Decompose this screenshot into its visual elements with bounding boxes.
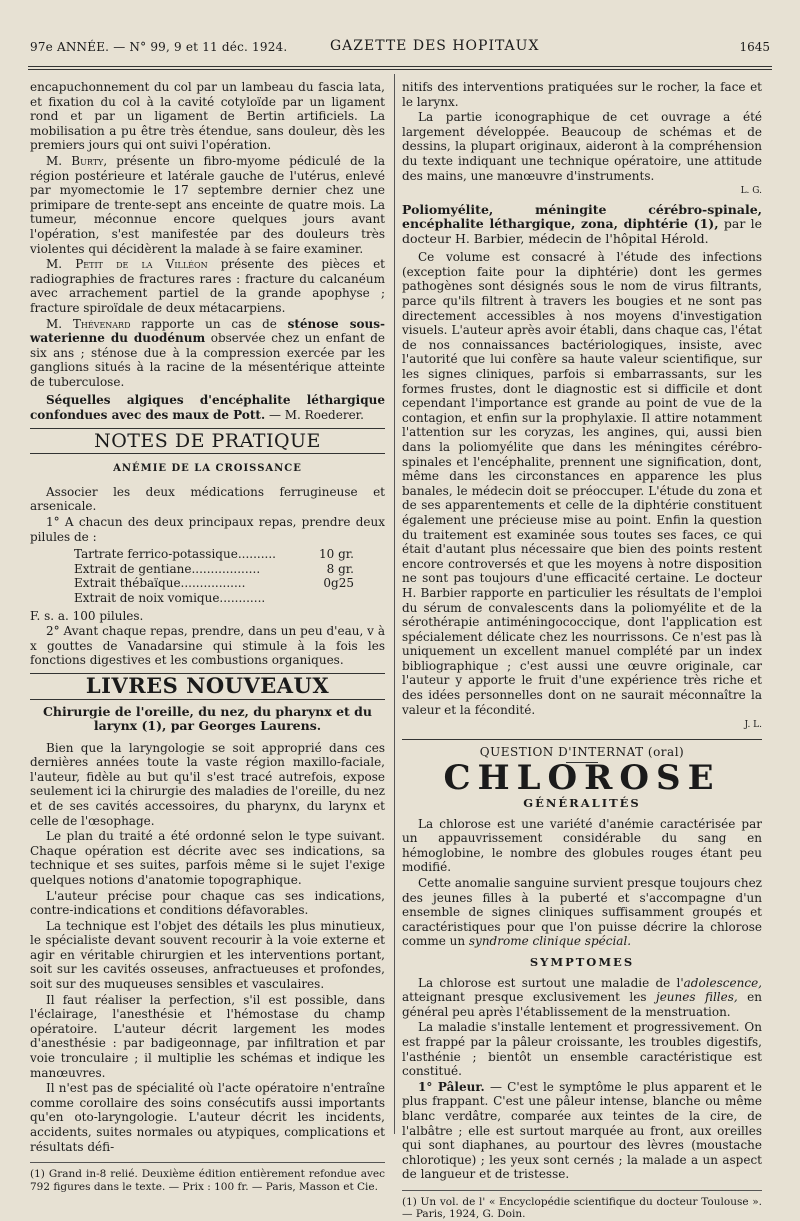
prescription-item [74, 547, 354, 562]
paragraph [30, 154, 385, 256]
journal-title: GAZETTE DES HOPITAUX [330, 38, 540, 54]
symptomes-heading: SYMPTOMES [529, 954, 635, 969]
italic-term: adolescence, [683, 975, 762, 990]
paragraph: 2° Avant chaque repas, prendre, dans un peu d'eau, v à x gouttes de Vanadarsine qui stimule à la fois les fonctions digestives et les combustions organiques. [30, 624, 385, 668]
paragraph: La partie iconographique de cet ouvrage a été largement développée. Beaucoup de schémas et de dessins, la plupart originaux, aideront à la compréhension du texte indiquant une technique opératoire, une attitude des mains, une manœuvre d'instruments. [402, 110, 762, 183]
paragraph [30, 393, 385, 422]
speaker-name: M. Petit de la Villéon [46, 257, 208, 272]
symptom-heading: 1° Pâleur. [418, 1079, 485, 1094]
drug-name: Extrait de gentiane.................. [74, 561, 261, 576]
drug-dose: 10 gr. [319, 547, 354, 562]
paragraph: encapuchonnement du col par un lambeau du fascia lata, et fixation du col à la cavité cotyloïde par un ligament rond et par un ligament de Bertin artificiels. La mobilisation a pu être très étendue, sans douleur, dès les premiers jours qui ont suivi l'opération. [30, 80, 385, 153]
paragraph: Il faut réaliser la perfection, s'il est possible, dans l'éclairage, l'anesthésie et l'hémostase du champ opératoire. L'auteur décrit largement les modes d'anesthésie : par badigeonnage, par infiltration et par voie tronculaire ; il multiplie les schémas et indique les manœuvres. [30, 992, 385, 1080]
book-heading [402, 203, 762, 247]
paragraph-text: présente des pièces et radiographies de fractures rares : fracture du calcanéum avec arrachement partiel de la grande apophyse ; fracture spiroïdale de deux métacarpiens. [30, 257, 385, 315]
paragraph-text: La chlorose est surtout une maladie de l' [418, 975, 684, 990]
paragraph: L'auteur précise pour chaque cas ses indications, contre-indications et conditions défavorables. [30, 888, 385, 918]
paragraph [402, 1080, 762, 1182]
paragraph: nitifs des interventions pratiquées sur le rocher, la face et le larynx. [402, 80, 762, 109]
drug-name: Extrait de noix vomique............ [74, 591, 266, 605]
paragraph-text: présente un fibro-myome pédiculé de la région postérieure et latérale gauche de l'utérus, enlevé par myomectomie le 17 septembre dernier chez une primipare de trente-sept ans enceinte de quatre mois. La tumeur, méconnue encore quelques jours avant l'opération, s'est manifestée par des douleurs très violentes qui décidèrent la malade à se faire examiner. [30, 153, 385, 256]
footnote: (1) Un vol. de l' « Encyclopédie scientifique du docteur Toulouse ». — Paris, 1924, G. Doin. [402, 1190, 762, 1221]
paragraph-text: — C'est le symptôme le plus apparent et le plus frappant. C'est une pâleur intense, blanche ou même blanc verdâtre, comparée aux teintes de la cire, de l'albâtre ; elle est surtout marquée au front, aux oreilles qui sont diaphanes, au pourtour des lèvres (moustache chlorotique) ; les yeux sont cernés ; la malade a un aspect de langueur et de tristesse. [402, 1079, 762, 1182]
drug-name: Extrait thébaïque................. [74, 576, 246, 591]
bold-term: sténose sous-waterienne du duodénum [30, 316, 386, 346]
book-title: Poliomyélite, méningite cérébro-spinale, encéphalite léthargique, zona, diphtérie (1), [402, 201, 762, 232]
italic-term: syndrome clinique spécial. [468, 934, 632, 949]
page-number: 1645 [739, 40, 770, 54]
paragraph: Ce volume est consacré à l'étude des infections (exception faite pour la diphtérie) dont les germes pathogènes sont désignés sous le nom de virus filtrants, parce qu'ils filtrent à travers les bougies et ne sont pas directement accessibles à nos moyens d'investigation visuels. L'auteur après avoir établi, dans chaque cas, l'état de nos connaissances bactériologiques, insiste, avec l'autorité que lui confère sa haute valeur scientifique, sur les signes cliniques, parfois si embarrassants, sur les formes frustes, dont le diagnostic est si difficile et dont cependant l'importance est grande au point de vue de la contagion, et enfin sur la prophylaxie. Il attire notamment l'attention sur les coryzas, les angines, qui, aussi bien dans la poliomyélite que dans les méningites cérébro-spinales et l'encéphalite, prennent une signification, dont, même dans les circonstances en apparence les plus banales, le médecin doit se préoccuper. L'étude du zona et de ses apparentements et celle de la diphtérie constituent également une précieuse mise au point. Enfin la question du traitement est examinée sous toutes ses faces, ce qui était d'autant plus nécessaire que bien des points restent encore controversés et que les moyens à notre disposition ne sont pas toujours d'une efficacité certaine. Le docteur H. Barbier rapporte en particulier les résultats de l'emploi du sérum de convalescents dans la poliomyélite et de la sérothérapie antiméningococcique, dont l'application est spécialement délicate chez les nourrissons. Ce n'est pas là uniquement un excellent manuel complété par un index bibliographique ; c'est aussi une œuvre originale, car l'auteur y apporte le fruit d'une expérience très riche et des idées personnelles dont on ne saurait méconnaître la valeur et la fécondité. [402, 250, 762, 717]
generalites-heading: GÉNÉRALITÉS [523, 796, 641, 811]
speaker-name: M. Burty, [46, 153, 108, 168]
prescription-item [74, 591, 354, 606]
paragraph [30, 317, 385, 390]
question-heading [402, 739, 762, 760]
paragraph: Bien que la laryngologie se soit approprié dans ces dernières années toute la vaste région maxillo-faciale, l'auteur, fidèle au but qu'il s'est tracé autrefois, expose seulement ici la chirurgie des maladies de l'oreille, du nez et de ses cavités accessoires, du pharynx, du larynx et celle de l'œsophage. [30, 740, 386, 828]
paragraph-text: rapporte un cas de [130, 316, 288, 331]
paragraph: 1° A chacun des deux principaux repas, prendre deux pilules de : [30, 515, 385, 544]
speaker-name: M. Thévenard [46, 316, 131, 331]
signature: L. G. [740, 186, 762, 197]
drug-name: Tartrate ferrico-potassique.......... [74, 547, 276, 562]
right-column [402, 80, 762, 1221]
drug-dose: 0g25 [323, 576, 354, 591]
notes-section-header [30, 428, 385, 455]
paragraph: La maladie s'installe lentement et progressivement. On est frappé par la pâleur croissante, les troubles digestifs, l'asthénie ; bientôt un ensemble caractéristique est constitué. [402, 1020, 762, 1079]
books-section-header [30, 673, 385, 700]
bold-title: Séquelles algiques d'encéphalite léthargique confondues avec des maux de Pott. [30, 393, 385, 423]
section-title: NOTES DE PRATIQUE [94, 429, 321, 452]
paragraph-text: atteignant presque exclusivement les [402, 990, 656, 1005]
paragraph-text: en général peu après l'établissement de la menstruation. [402, 990, 763, 1019]
question-label: QUESTION D'INTERNAT (oral) [479, 744, 685, 759]
page-header [30, 40, 770, 60]
paragraph [30, 257, 385, 315]
paragraph: La technique est l'objet des détails les plus minutieux, le spécialiste devant souvent recourir à la voie externe et agir en véritable chirurgien et les interventions portant, soit sur les cavités osseuses, anfractueuses et profondes, soit sur des muqueuses sensibles et vasculaires. [30, 918, 385, 992]
paragraph: Associer les deux médications ferrugineuse et arsenicale. [30, 484, 385, 514]
italic-term: jeunes filles, [655, 990, 738, 1005]
left-column [30, 80, 385, 1193]
paragraph: Il n'est pas de spécialité où l'acte opératoire n'entraîne comme corollaire des soins consécutifs aussi importants qu'en oto-laryngologie. L'auteur décrit les incidents, accidents, suites normales ou atypiques, complications et résultats défi- [30, 1081, 385, 1154]
book-title: Chirurgie de l'oreille, du nez, du pharynx et du larynx (1), par Georges Laurens. [42, 703, 373, 733]
prescription-list [74, 547, 385, 605]
prescription-item [74, 576, 354, 591]
section-title: LIVRES NOUVEAUX [85, 672, 330, 698]
prescription-item [74, 562, 354, 577]
chlorose-title: CHLOROSE [443, 758, 721, 799]
header-rule-second [28, 69, 772, 70]
header-rule [28, 66, 772, 67]
issue-info: 97e ANNÉE. — N° 99, 9 et 11 déc. 1924. [30, 40, 288, 54]
book-author: par le docteur H. Barbier, médecin de l'hôpital Hérold. [402, 216, 763, 246]
paragraph-text: Cette anomalie sanguine survient presque toujours chez des jeunes filles à la puberté et s'accompagne d'un ensemble de signes cliniques suffisamment groupés et caractéristiques pour que l'on puisse décrire la chlorose comme un [402, 876, 762, 949]
drug-dose: 8 gr. [326, 561, 354, 576]
signature: J. L. [744, 720, 762, 731]
footnote: (1) Grand in-8 relié. Deuxième édition entièrement refondue avec 792 figures dans le texte. — Prix : 100 fr. — Paris, Masson et Cie. [30, 1162, 385, 1193]
column-divider [394, 74, 395, 1134]
paragraph-text: observée chez un enfant de six ans ; sténose due à la compression exercée par les ganglions situés à la racine de la mésentérique atteinte de tuberculose. [30, 331, 386, 389]
notes-subheading: ANÉMIE DE LA CROISSANCE [113, 463, 302, 475]
paragraph [402, 976, 762, 1020]
paragraph: Le plan du traité a été ordonné selon le type suivant. Chaque opération est décrite avec ses indications, sa technique et ses suites, parfois même si le sujet l'exige quelques notions d'anatomie topographique. [30, 829, 385, 887]
paragraph: F. s. a. 100 pilules. [30, 608, 144, 623]
signature-text: — M. Roederer. [265, 408, 364, 423]
paragraph [402, 876, 762, 949]
paragraph: La chlorose est une variété d'anémie caractérisée par un appauvrissement considérable du sang en hémoglobine, le nombre des globules rouges étant peu modifié. [402, 816, 762, 875]
